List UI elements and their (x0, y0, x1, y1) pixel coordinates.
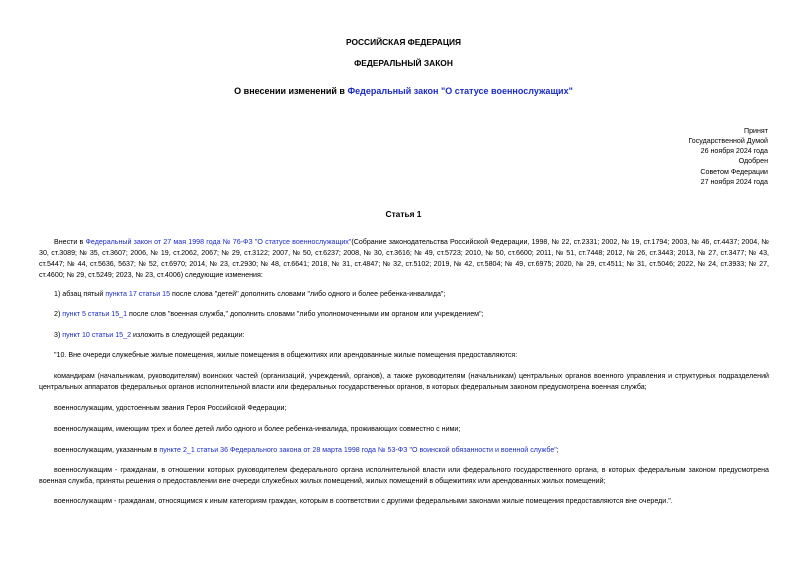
intro-law-link[interactable]: Федеральный закон от 27 мая 1998 года № 76-ФЗ "О статусе военнослужащих" (85, 238, 352, 246)
law-title-prefix: О внесении изменений в (234, 86, 348, 96)
article-heading: Статья 1 (385, 209, 422, 219)
adoption-line-duma-date: 26 ноября 2024 года (700, 147, 768, 156)
specified-rest: ; (556, 446, 559, 454)
law-title (0, 85, 807, 99)
law-title-link[interactable]: Федеральный закон "О статусе военнослужащих" (347, 86, 573, 96)
quote-start-paragraph: "10. Вне очереди служебные жилые помещения, жилые помещения в общежитиях или арендованные жилые помещения предоставляются: (54, 351, 518, 359)
adoption-line-duma: Государственной Думой (688, 137, 768, 146)
item1-rest: после слова "детей" дополнить словами "либо одного и более ребенка-инвалида"; (170, 290, 446, 298)
item1-prefix: 1) абзац пятый (54, 290, 106, 298)
paragraph-three-children: военнослужащим, имеющим трех и более детей либо одного и более ребенка-инвалида, проживающих совместно с ними; (54, 425, 461, 433)
intro-rest: (Собрание законодательства Российской Федерации, 1998, № 22, ст.2331; 2002, № 19, ст.1794; 2003, № 46, ст.4437; 2004, № 30, ст.3089; № 35, ст.3607; 2006, № 19, ст.2062, 2067; № 29, ст.3122; 2007, № 50, ст.6237; 2008, № 30, ст.3616; № 49, ст.5723; 2010, № 50, ст.6600; 2011, № 51, ст.7448; 2012, № 26, ст.3443; 2013, № 27, ст.3477; № 43, ст.5447; № 44, ст.5636, 5637; № 52, ст.6970; 2014, № 23, ст.2930; № 48, ст.6641; 2018, № 31, ст.4847; № 32, ст.5102; 2019, № 42, ст.5804; № 49, ст.6975; 2020, № 29, ст.4511; № 31, ст.5046; 2022, № 24, ст.3933; № 27, ст.4600; № 29, ст.5249; 2023, № 23, ст.4006) следующие изменения: (39, 238, 769, 279)
item2-link[interactable]: пункт 5 статьи 15_1 (62, 310, 128, 318)
adoption-line-accepted: Принят (743, 127, 768, 135)
item1-link[interactable]: пункта 17 статьи 15 (105, 290, 171, 298)
paragraph-specified (39, 445, 769, 456)
amendment-item-2 (39, 309, 769, 320)
item3-rest: изложить в следующей редакции: (131, 331, 245, 339)
intro-prefix: Внести в (54, 238, 86, 246)
item2-prefix: 2) (54, 310, 63, 318)
paragraph-commanders: командирам (начальникам, руководителям) воинских частей (организаций, учреждений, органов), а также руководителям (начальникам) центральных органов военного управления и структурных подразделений центральных аппаратов федеральных органов исполнительной власти или федеральных государственных органов, в которых федеральным законом предусмотрена военная служба; (39, 372, 769, 391)
adoption-line-council-date: 27 ноября 2024 года (700, 177, 768, 186)
paragraph-heroes: военнослужащим, удостоенным звания Героя Российской Федерации; (54, 404, 287, 412)
adoption-line-council: Советом Федерации (700, 167, 768, 176)
specified-law-link[interactable]: пункте 2_1 статьи 36 Федерального закона от 28 марта 1998 года № 53-ФЗ "О воинской обязанности и военной службе" (159, 446, 557, 454)
document-type-heading: ФЕДЕРАЛЬНЫЙ ЗАКОН (354, 58, 453, 68)
item3-link[interactable]: пункт 10 статьи 15_2 (62, 331, 132, 339)
adoption-line-approved: Одобрен (738, 157, 768, 166)
specified-prefix: военнослужащим, указанным в (54, 446, 160, 454)
article-intro (39, 237, 769, 281)
amendment-item-3 (39, 330, 769, 341)
adoption-info (608, 126, 768, 187)
amendment-item-1 (39, 289, 769, 300)
item3-prefix: 3) (54, 331, 63, 339)
paragraph-citizens-decision: военнослужащим - гражданам, в отношении которых руководителем федерального органа исполнительной власти или федерального государственного органа, в которых федеральным законом предусмотрена военная служба, приняты решения о предоставлении вне очереди служебных жилых помещений, жилых помещений в общежитиях или арендованных жилых помещений; (39, 466, 769, 485)
item2-rest: после слов "военная служба," дополнить словами "либо уполномоченными им органом или учреждением"; (127, 310, 484, 318)
paragraph-other-categories: военнослужащим - гражданам, относящимся к иным категориям граждан, которым в соответствии с другими федеральными законами жилые помещения предоставляются вне очереди.". (54, 497, 673, 505)
country-heading: РОССИЙСКАЯ ФЕДЕРАЦИЯ (345, 37, 462, 47)
